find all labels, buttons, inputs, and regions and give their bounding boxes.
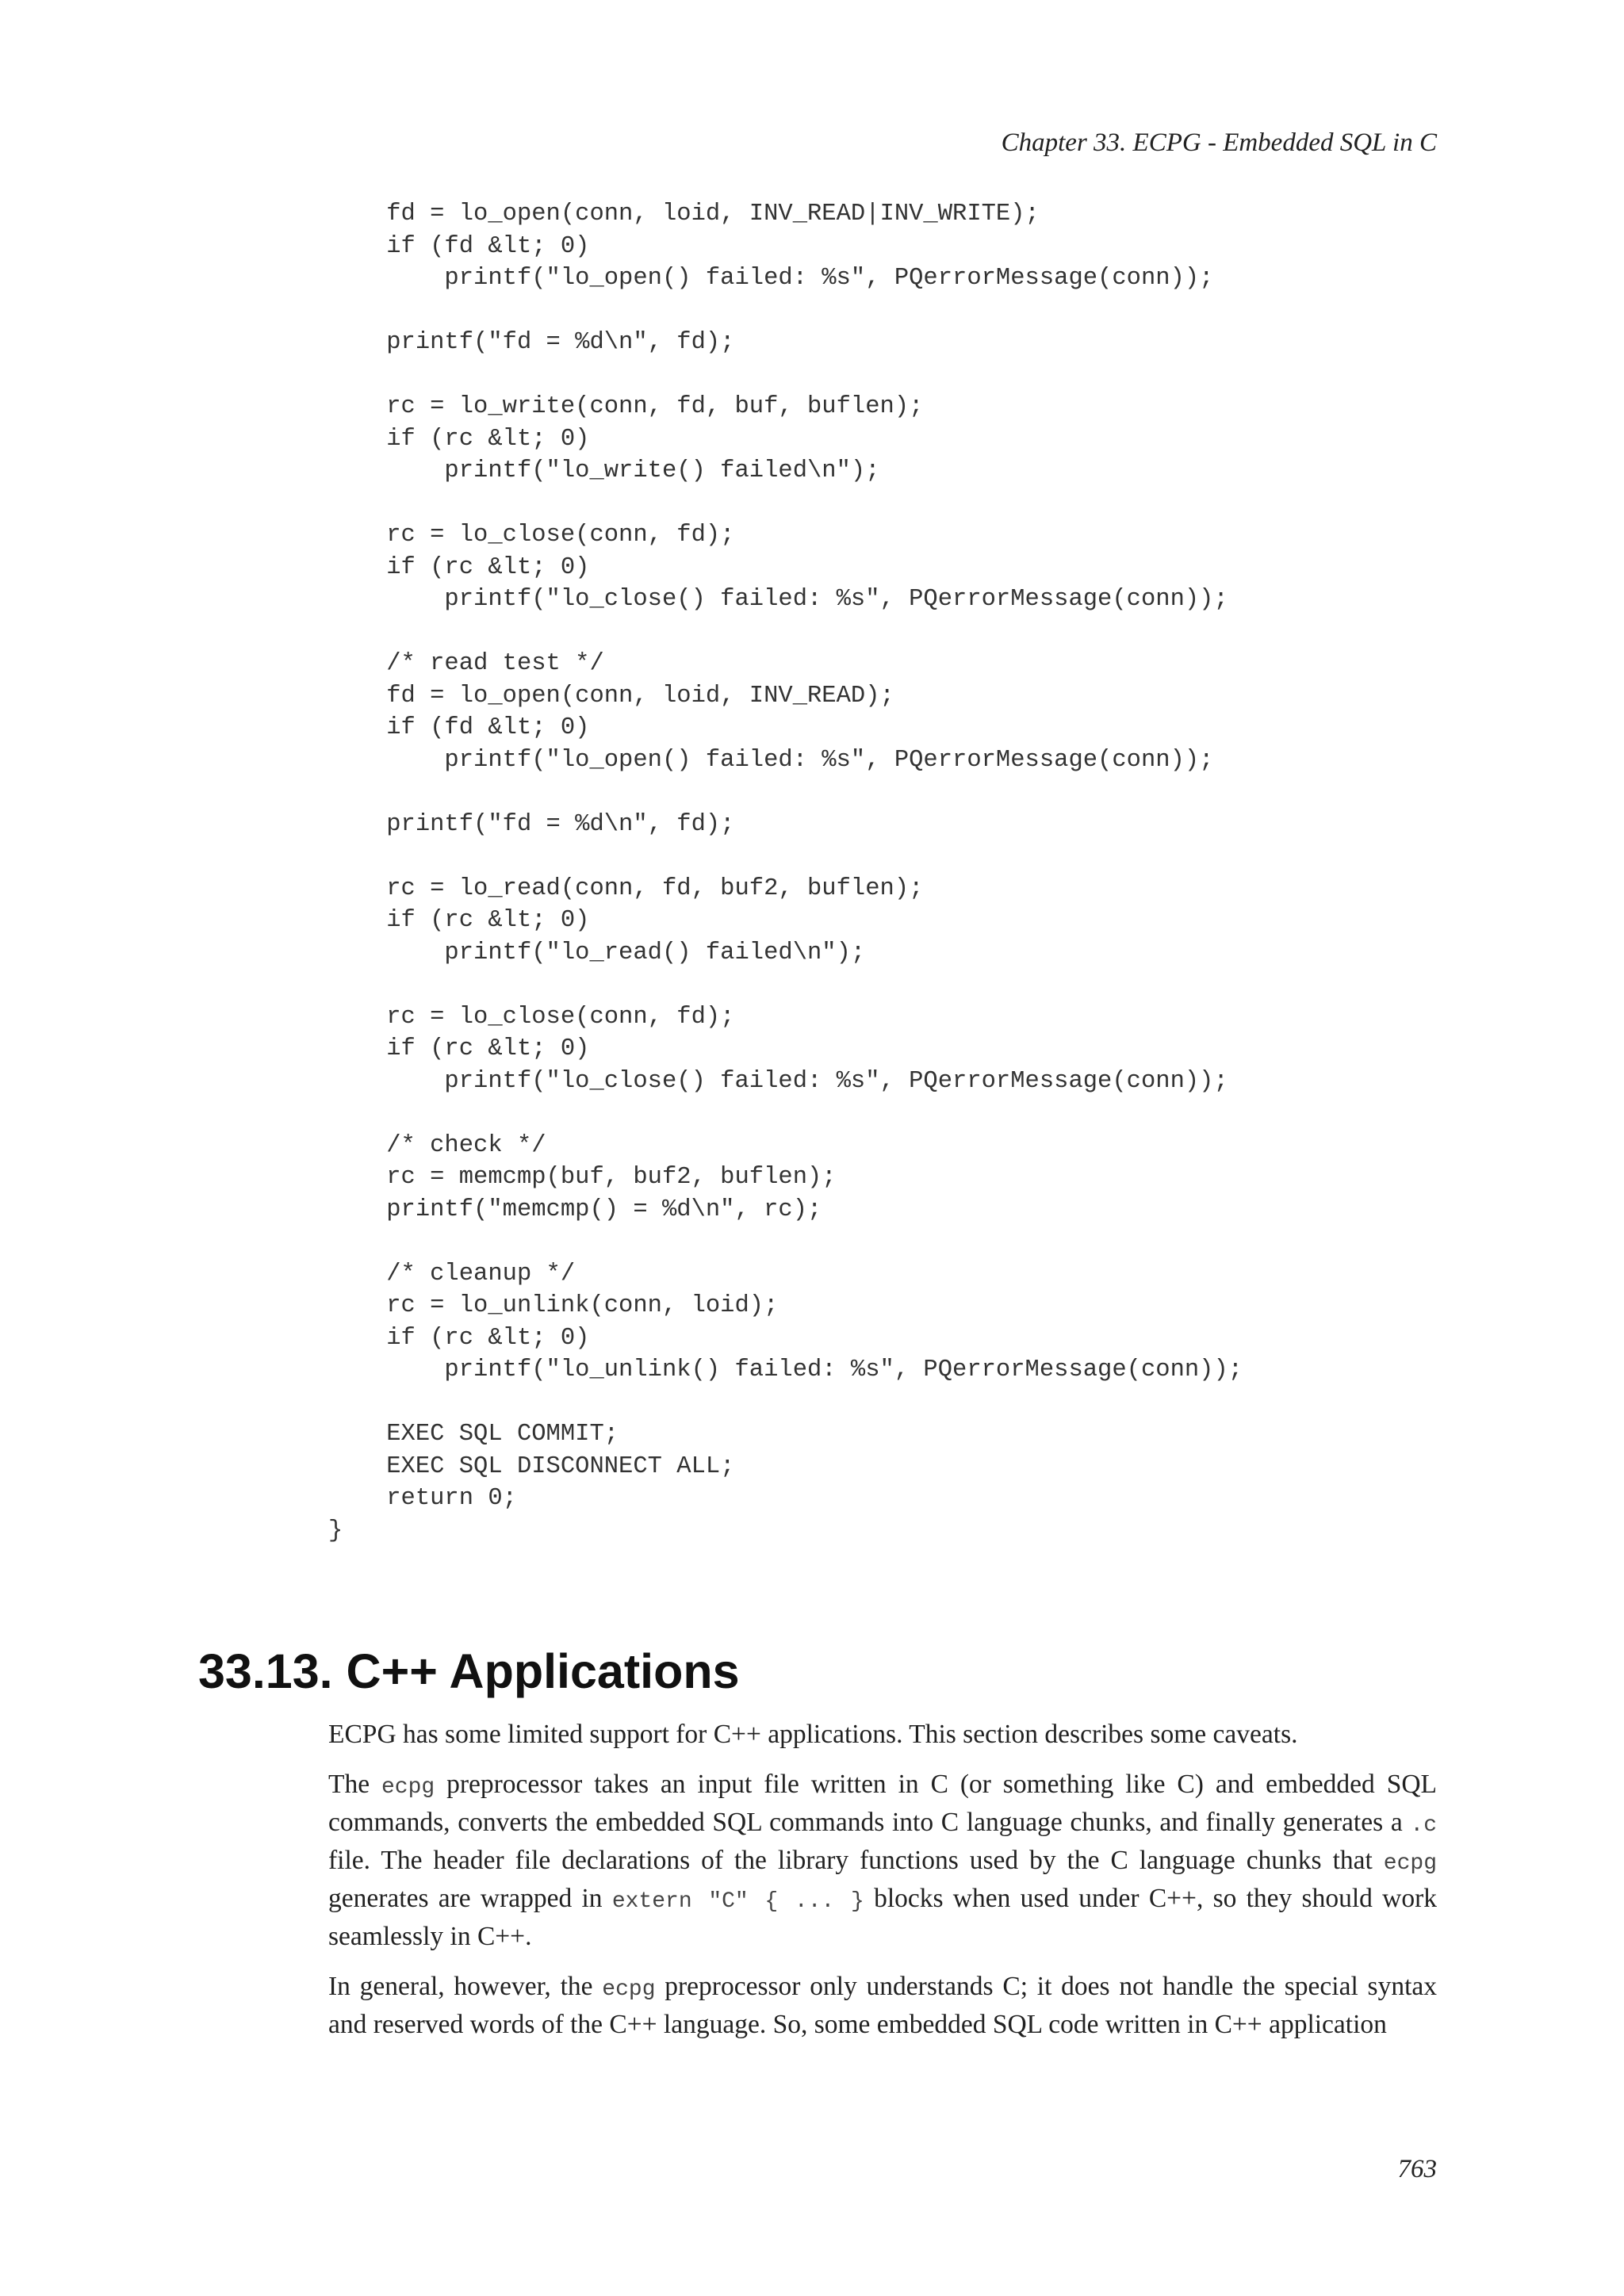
paragraph-preprocessor	[328, 1767, 1437, 1954]
page-number: 763	[1397, 2155, 1437, 2183]
text-run: The	[328, 1770, 381, 1799]
inline-code-ecpg: ecpg	[602, 1977, 656, 2002]
text-run: file. The header file declarations of the library functions used by the C language chunks that	[328, 1846, 1384, 1875]
paragraph-limitations	[328, 1969, 1437, 2042]
text-run: generates are wrapped in	[328, 1884, 612, 1913]
inline-code-c-extension: .c	[1410, 1813, 1437, 1838]
text-run: preprocessor only understands C; it does not handle the special syntax and reserved words of the C++ language. So, some embedded SQL code written in C++ application	[328, 1972, 1437, 2039]
text-run: preprocessor takes an input file written in C (or something like C) and embedded SQL commands, converts the embedded SQL commands into C language chunks, and finally generates a	[328, 1770, 1437, 1837]
text-run: In general, however, the	[328, 1972, 603, 2001]
section-body	[328, 1717, 1437, 2057]
code-listing: fd = lo_open(conn, loid, INV_READ|INV_WRITE); if (fd &lt; 0) printf("lo_open() failed: %s", PQerrorMessage(conn)); printf("fd = %d\n", fd); rc = lo_write(conn, fd, buf, buflen); if (rc &lt; 0) printf("lo_write() failed\n"); rc = lo_close(conn, fd); if (rc &lt; 0) printf("lo_close() failed: %s", PQerrorMessage(conn)); /* read test */ fd = lo_open(conn, loid, INV_READ); if (fd &lt; 0) printf("lo_open() failed: %s", PQerrorMessage(conn)); printf("fd = %d\n", fd); rc = lo_read(conn, fd, buf2, buflen); if (rc &lt; 0) printf("lo_read() failed\n"); rc = lo_close(conn, fd); if (rc &lt; 0) printf("lo_close() failed: %s", PQerrorMessage(conn)); /* check */ rc = memcmp(buf, buf2, buflen); printf("memcmp() = %d\n", rc); /* cleanup */ rc = lo_unlink(conn, loid); if (rc &lt; 0) printf("lo_unlink() failed: %s", PQerrorMessage(conn)); EXEC SQL COMMIT; EXEC SQL DISCONNECT ALL; return 0; }	[328, 201, 1243, 1544]
text-run: blocks when used under C++, so they should work seamlessly in C++.	[328, 1884, 1438, 1951]
paragraph-intro: ECPG has some limited support for C++ applications. This section describes some caveats.	[328, 1720, 1298, 1749]
inline-code-ecpg: ecpg	[1383, 1851, 1437, 1876]
running-header: Chapter 33. ECPG - Embedded SQL in C	[1001, 128, 1437, 157]
inline-code-extern-c: extern "C" { ... }	[611, 1889, 864, 1914]
section-heading: 33.13. C++ Applications	[198, 1644, 740, 1698]
inline-code-ecpg: ecpg	[381, 1775, 435, 1800]
